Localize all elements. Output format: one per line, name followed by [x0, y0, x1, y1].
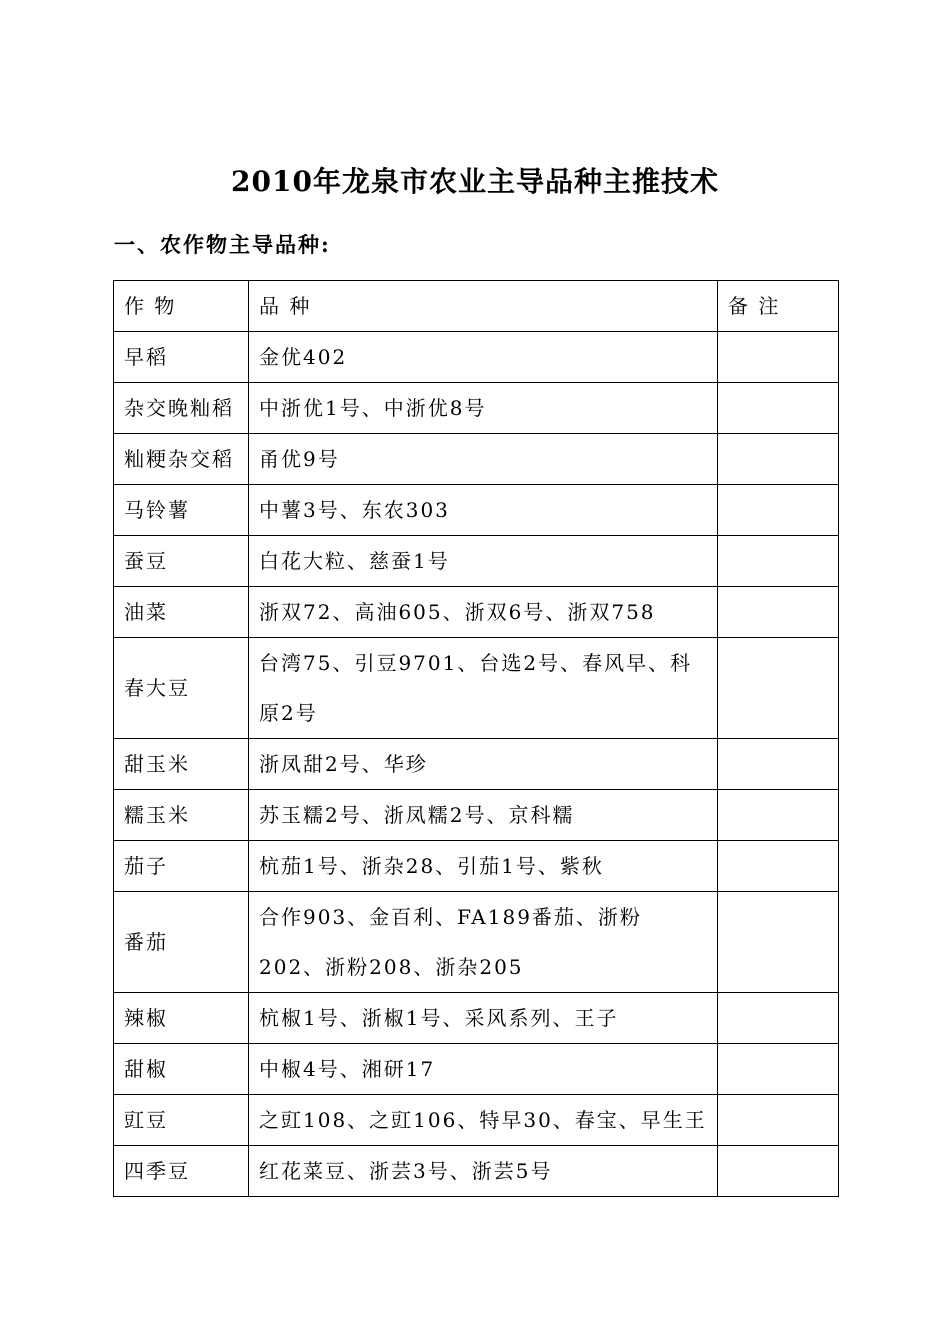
header-crop: 作 物 — [114, 281, 249, 332]
crop-cell: 甜椒 — [114, 1044, 249, 1095]
variety-cell: 浙双72、高油605、浙双6号、浙双758 — [249, 587, 718, 638]
crop-cell: 番茄 — [114, 892, 249, 993]
crop-cell: 茄子 — [114, 841, 249, 892]
variety-cell: 苏玉糯2号、浙凤糯2号、京科糯 — [249, 790, 718, 841]
header-remarks: 备 注 — [718, 281, 839, 332]
variety-cell: 白花大粒、慈蚕1号 — [249, 536, 718, 587]
variety-cell: 中浙优1号、中浙优8号 — [249, 383, 718, 434]
variety-cell: 红花菜豆、浙芸3号、浙芸5号 — [249, 1146, 718, 1197]
crop-cell: 早稻 — [114, 332, 249, 383]
crop-cell: 马铃薯 — [114, 485, 249, 536]
crop-cell: 籼粳杂交稻 — [114, 434, 249, 485]
remarks-cell — [718, 434, 839, 485]
remarks-cell — [718, 485, 839, 536]
crop-cell: 春大豆 — [114, 638, 249, 739]
table-row — [114, 383, 839, 434]
table-row — [114, 332, 839, 383]
table-row — [114, 536, 839, 587]
variety-cell: 金优402 — [249, 332, 718, 383]
table-row — [114, 638, 839, 739]
table-row — [114, 1146, 839, 1197]
remarks-cell — [718, 892, 839, 993]
remarks-cell — [718, 993, 839, 1044]
table-row — [114, 434, 839, 485]
variety-cell: 浙凤甜2号、华珍 — [249, 739, 718, 790]
table-row — [114, 790, 839, 841]
table-row — [114, 1044, 839, 1095]
variety-cell: 中薯3号、东农303 — [249, 485, 718, 536]
crop-variety-table — [113, 280, 839, 1197]
table-row — [114, 892, 839, 993]
page-title: 2010年龙泉市农业主导品种主推技术 — [231, 165, 719, 198]
remarks-cell — [718, 739, 839, 790]
crop-cell: 豇豆 — [114, 1095, 249, 1146]
variety-cell: 台湾75、引豆9701、台选2号、春风早、科原2号 — [249, 638, 718, 739]
remarks-cell — [718, 383, 839, 434]
variety-cell: 中椒4号、湘研17 — [249, 1044, 718, 1095]
table-row — [114, 841, 839, 892]
header-variety: 品 种 — [249, 281, 718, 332]
remarks-cell — [718, 587, 839, 638]
table-row — [114, 739, 839, 790]
table-row — [114, 993, 839, 1044]
crop-cell: 辣椒 — [114, 993, 249, 1044]
remarks-cell — [718, 536, 839, 587]
remarks-cell — [718, 1095, 839, 1146]
variety-cell: 之豇108、之豇106、特早30、春宝、早生王 — [249, 1095, 718, 1146]
remarks-cell — [718, 332, 839, 383]
variety-cell: 合作903、金百利、FA189番茄、浙粉202、浙粉208、浙杂205 — [249, 892, 718, 993]
remarks-cell — [718, 841, 839, 892]
variety-cell: 杭茄1号、浙杂28、引茄1号、紫秋 — [249, 841, 718, 892]
variety-cell: 甬优9号 — [249, 434, 718, 485]
remarks-cell — [718, 638, 839, 739]
remarks-cell — [718, 1044, 839, 1095]
remarks-cell — [718, 790, 839, 841]
crop-cell: 甜玉米 — [114, 739, 249, 790]
table-header-row — [114, 281, 839, 332]
crop-cell: 杂交晚籼稻 — [114, 383, 249, 434]
table-row — [114, 587, 839, 638]
variety-cell: 杭椒1号、浙椒1号、采风系列、王子 — [249, 993, 718, 1044]
crop-cell: 四季豆 — [114, 1146, 249, 1197]
crop-cell: 蚕豆 — [114, 536, 249, 587]
crop-cell: 油菜 — [114, 587, 249, 638]
table-row — [114, 1095, 839, 1146]
table-row — [114, 485, 839, 536]
remarks-cell — [718, 1146, 839, 1197]
section-heading: 一、农作物主导品种: — [114, 232, 331, 257]
crop-cell: 糯玉米 — [114, 790, 249, 841]
